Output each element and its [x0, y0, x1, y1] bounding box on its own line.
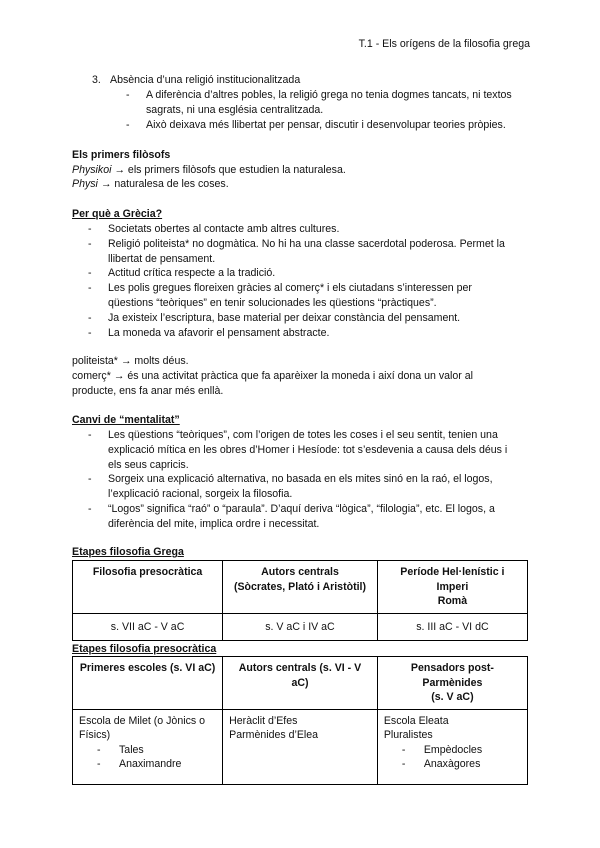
list-item: - Societats obertes al contacte amb altres cultures.: [88, 223, 340, 235]
table-cell: Heràclit d’Efes Parmènides d’Elea: [223, 709, 378, 784]
list-item: - Religió politeista* no dogmàtica. No hi ha una classe sacerdotal poderosa. Permet la llibertat de pensament.: [88, 237, 505, 265]
list-item: - Les qüestions “teòriques”, com l’origen de totes les coses i el seu sentit, tenien una explicació mítica en les obres d’Homer i Hesíode: tot s’esdevenia a causa dels déus i els seus capricis.: [88, 429, 508, 471]
table-row: [73, 709, 528, 784]
table-cell: s. VII aC - V aC: [73, 613, 223, 640]
list-item: - Això deixava més llibertat per pensar, discutir i desenvolupar teories pròpies.: [126, 118, 506, 131]
section-heading-presocratica: Etapes filosofia presocràtica: [72, 643, 217, 655]
section-heading-grecia: Per què a Grècia?: [72, 208, 163, 220]
note-comerc-cont: producte, ens fa anar més enllà.: [72, 385, 224, 397]
table-cell: s. III aC - VI dC: [377, 613, 527, 640]
list-item: - Les polis gregues floreixen gràcies al comerç* i els ciutadans s’interessen per qüestions “teòriques” en tenir solucionades les qüestions “pràctiques”.: [88, 282, 472, 309]
item3-title: Absència d’una religió institucionalitzada: [110, 74, 301, 86]
note-comerc: comerç* → és una activitat pràctica que fa aparèixer la moneda i així dona un valor al: [72, 370, 474, 382]
list-item: - Anaxàgores: [401, 758, 481, 770]
list-item: - Sorgeix una explicació alternativa, no basada en els mites sinó en la raó, el logos, l’explicació racional, sorgeix la filosofia.: [88, 473, 493, 501]
list-item: - La moneda va afavorir el pensament abstracte.: [88, 326, 330, 339]
list-item: - Anaximandre: [97, 758, 182, 770]
section-heading-etapes: Etapes filosofia Grega: [72, 546, 184, 558]
physi-line: Physi → naturalesa de les coses.: [72, 178, 229, 190]
grecia-bullets: [88, 222, 505, 340]
table-header-cell: Filosofia presocràtica: [73, 561, 223, 614]
section-heading-primers: Els primers filòsofs: [72, 149, 171, 161]
table-row: [73, 613, 528, 640]
physikoi-line: Physikoi → els primers filòsofs que estudien la naturalesa.: [72, 164, 346, 176]
note-politeista: politeista* → molts déus.: [72, 355, 189, 367]
page-header: T.1 - Els orígens de la filosofia grega: [358, 38, 530, 50]
table-row: [73, 657, 528, 710]
table-cell: Escola de Milet (o Jònics o Físics) - Tales - Anaximandre: [73, 709, 223, 784]
table-header-cell: Pensadors post-Parmènides (s. V aC): [377, 657, 527, 710]
list-item: - Tales: [97, 743, 144, 756]
table-header-cell: Període Hel·lenístic i Imperi Romà: [377, 561, 527, 614]
table-row: [73, 561, 528, 614]
table-cell: Escola Eleata Pluralistes - Empèdocles - Anaxàgores: [377, 709, 527, 784]
list-item: - A diferència d’altres pobles, la religió grega no tenia dogmes tancats, ni textos sagrats, ni una església centralitzada.: [126, 89, 512, 116]
list-number: 3.: [92, 74, 101, 86]
list-item: - Actitud crítica respecte a la tradició.: [88, 267, 276, 280]
table-header-cell: Autors centrals (Sòcrates, Plató i Aristòtil): [223, 561, 378, 614]
item3-bullets: [126, 88, 512, 132]
section-heading-mentalitat: Canvi de “mentalitat”: [72, 414, 180, 426]
mentalitat-bullets: [88, 428, 508, 532]
table-header-cell: Primeres escoles (s. VI aC): [73, 657, 223, 710]
presocratica-table: [72, 656, 528, 785]
list-item: - Empèdocles: [401, 743, 483, 756]
table-header-cell: Autors centrals (s. VI - V aC): [223, 657, 378, 710]
etapes-table: [72, 560, 528, 641]
list-item: - “Logos” significa “raó” o “paraula”. D’aquí deriva “lògica”, “filologia”, etc. El logos, a diferència del mite, implica ordre i necessitat.: [88, 502, 495, 530]
table-cell: s. V aC i IV aC: [223, 613, 378, 640]
list-item: - Ja existeix l’escriptura, base material per deixar constància del pensament.: [88, 311, 461, 324]
